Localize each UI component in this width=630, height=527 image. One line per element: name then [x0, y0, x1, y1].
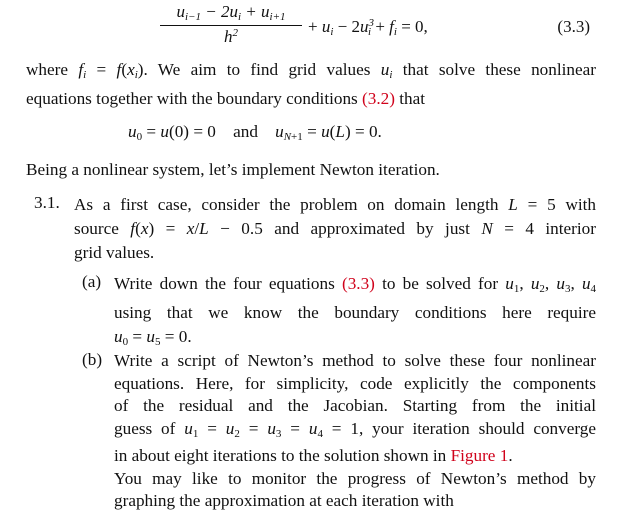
- exercise-text: As a first case, consider the problem on domain length L = 5 with source f(x) = x/L − 0.5 and approximated by just N = 4 interior grid values.: [74, 195, 597, 262]
- equation-3-3-fraction: [160, 2, 302, 47]
- part-a-line1-start: Write down the four equations: [114, 274, 342, 293]
- paragraph-newton: Being a nonlinear system, let’s implement Newton iteration.: [26, 160, 440, 179]
- equation-3-3-rest: + $u_i - 2u^3_i + f_i = 0$,: [308, 17, 428, 38]
- equation-3-3-label: (3.3): [557, 17, 590, 36]
- part-b-line2: equations. Here, for simplicity, code explicitly the components: [114, 373, 596, 393]
- part-a-line2: using that we know the boundary conditions here require: [114, 303, 596, 322]
- fraction-denominator: $h^2$: [224, 27, 238, 46]
- exercise-number: 3.1.: [34, 193, 60, 212]
- paragraph-where: where $f_i = f(x_i)$. We aim to find grid values $u_i$ that solve these nonlinear equations together with the boundary conditions (3.2) that: [26, 60, 596, 108]
- ref-3-2-link[interactable]: (3.2): [362, 89, 395, 108]
- part-b-line5-end: .: [508, 446, 513, 465]
- part-b-line6: You may like to monitor the progress of Newton’s method by: [114, 468, 596, 488]
- boundary-equation: $u_0 = u(0) = 0$ and $u_{N+1} = u(L) = 0$.: [128, 122, 382, 143]
- fraction-numerator: $u_{i-1} - 2u_i + u_{i+1}$: [176, 2, 286, 23]
- part-b-line3: of the residual and the Jacobian. Starting from the initial: [114, 396, 596, 415]
- part-a-label: (a): [82, 272, 102, 291]
- figure-1-link[interactable]: Figure 1: [450, 446, 509, 465]
- fraction-bar: [160, 25, 302, 26]
- para1-line2-end: that: [394, 89, 426, 108]
- ref-3-3-link[interactable]: (3.3): [341, 274, 375, 293]
- part-b-text: Write a script of Newton’s method to solve these four nonlinear equations. Here, for simplicity, code explicitly the components of the residual and the Jacobian. Starting from the initial guess of $u_1 = u_2 = u_3 = u_4 = 1$, your iteration should converge in about eight iterations to the solution shown in Figure 1. You may like to monitor the progress of Newton’s method by graphing the approximation at each iteration with: [114, 350, 596, 513]
- para1-line2-start: equations together with the boundary conditions: [26, 89, 363, 108]
- part-b-line7: graphing the approximation at each iteration with: [114, 491, 454, 510]
- boundary-and: and: [233, 122, 258, 141]
- part-b-label: (b): [82, 350, 103, 369]
- part-a-text: Write down the four equations (3.3) to be solved for $u_1$, $u_2$, $u_3$, $u_4$ using that we know the boundary conditions here require $u_0 = u_5 = 0$.: [114, 274, 597, 348]
- part-b-line1: Write a script of Newton’s method to solve these four nonlinear: [114, 351, 596, 370]
- part-b-line5-start: in about eight iterations to the solution shown in: [114, 446, 451, 465]
